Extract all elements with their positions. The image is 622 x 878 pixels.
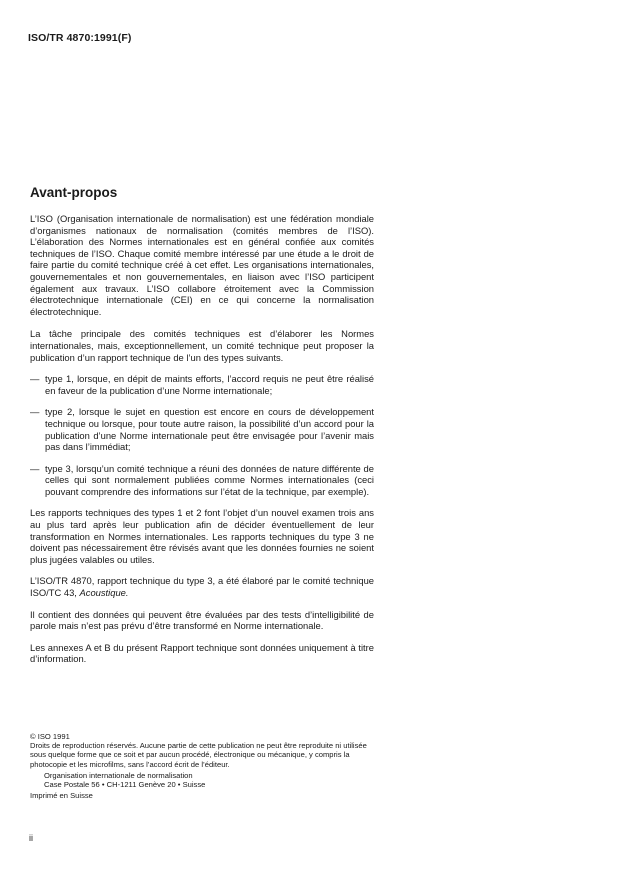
paragraph-annexes: Les annexes A et B du présent Rapport technique sont données uniquement à titre d’information. (30, 641, 374, 665)
prepared-by-text: L’ISO/TR 4870, rapport technique du type 3, a été élaboré par le comité technique ISO/TC 43, (30, 575, 374, 599)
copyright-block (30, 732, 380, 800)
list-item-type-3 (30, 463, 374, 498)
dash-marker: — (30, 462, 40, 474)
paragraph-review-period: Les rapports techniques des types 1 et 2 font l’objet d’un nouvel examen trois ans au plus tard après leur publication afin de décider éventuellement de leur transformation en Normes internationales. Les rapports techniques du type 3 ne doivent pas nécessairement être révisés avant que les données fournies ne soient plus jugées valables ou utiles. (30, 507, 374, 565)
paragraph-prepared-by (30, 575, 374, 598)
list-item-text: type 2, lorsque le sujet en question est encore en cours de développement technique ou lorsque, pour toute autre raison, la possibilité d’un accord pour la publication d’une Norme internationale peut être envisagée pour l’avenir mais pas dans l’immédiat; (45, 406, 374, 453)
list-item-text: type 1, lorsque, en dépit de maints efforts, l’accord requis ne peut être réalisé en faveur de la publication d’une Norme internationale; (45, 373, 374, 396)
copyright-rights: Droits de reproduction réservés. Aucune partie de cette publication ne peut être reproduite ni utilisée sous quelque forme que ce soit et par aucun procédé, électronique ou mécanique, y compris la photocopie et les microfilms, sans l’accord écrit de l’éditeur. (30, 741, 367, 769)
foreword-body (30, 213, 374, 675)
section-title: Avant-propos (30, 185, 118, 200)
paragraph-technical-committees: La tâche principale des comités techniques est d’élaborer les Normes internationales, mais, exceptionnellement, un comité technique peut proposer la publication d’un rapport technique de l’un des types suivants. (30, 328, 374, 363)
organisation-address: Case Postale 56 • CH-1211 Genève 20 • Suisse (44, 780, 206, 790)
copyright-notice: © ISO 1991 (30, 732, 70, 741)
list-item-type-2 (30, 406, 374, 452)
dash-marker: — (30, 406, 40, 418)
list-item-text: type 3, lorsqu’un comité technique a réuni des données de nature différente de celles qui sont normalement publiées comme Normes internationales (ceci pouvant comprendre des informations sur l’état de la technique, par exemple). (45, 462, 374, 497)
organisation-name: Organisation internationale de normalisation (44, 770, 193, 780)
paragraph-iso-intro: L’ISO (Organisation internationale de normalisation) est une fédération mondiale d’organismes nationaux de normalisation (comités membres de l’ISO). L’élaboration des Normes internationales est en général confiée aux comités techniques de l’ISO. Chaque comité membre intéressé par une étude a le droit de faire partie du comité technique créé à cet effet. Les organisations internationales, gouvernementales et non gouvernementales, en liaison avec l’ISO participent également aux travaux. L’ISO collabore étroitement avec la Commission électrotechnique internationale (CEI) en ce qui concerne la normalisation électrotechnique. (30, 213, 374, 317)
paragraph-content-note: Il contient des données qui peuvent être évaluées par des tests d’intelligibilité de parole mais n’est pas prévu d’être transformé en Norme internationale. (30, 608, 374, 632)
dash-marker: — (30, 373, 40, 385)
printed-in: Imprimé en Suisse (30, 791, 93, 801)
list-item-type-1 (30, 373, 374, 396)
committee-name: Acoustique. (79, 587, 129, 599)
document-id-header: ISO/TR 4870:1991(F) (28, 32, 132, 44)
page-number: ii (29, 833, 33, 843)
